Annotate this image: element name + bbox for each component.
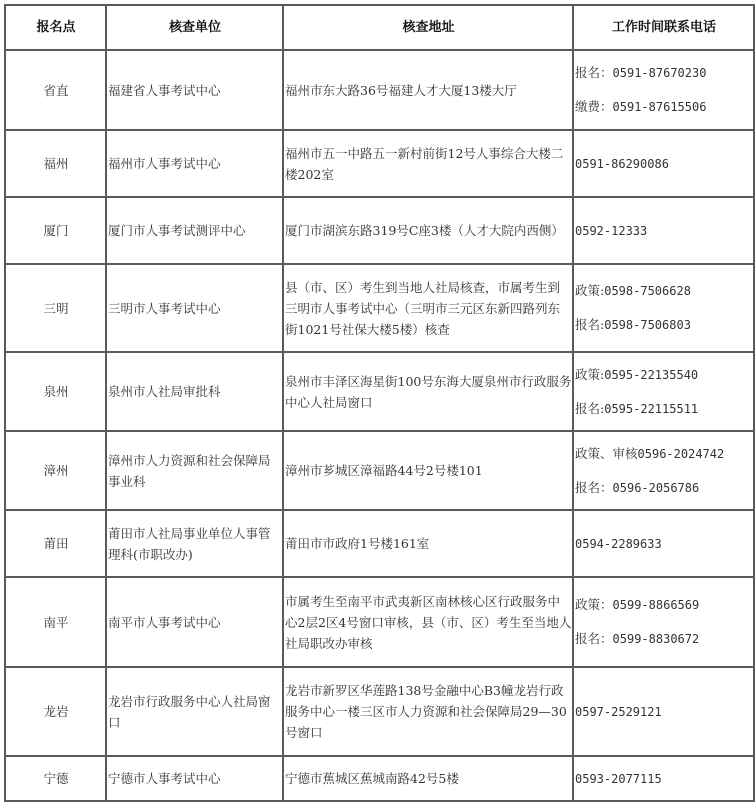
verification-address: 宁德市蕉城区蕉城南路42号5楼	[283, 756, 573, 801]
phone-line	[575, 220, 753, 242]
registration-site: 福州	[5, 130, 106, 197]
phone-number: 0594-2289633	[575, 536, 662, 551]
verification-unit: 龙岩市行政服务中心人社局窗口	[106, 667, 283, 756]
verification-unit: 泉州市人社局审批科	[106, 352, 283, 431]
phone-line	[575, 314, 753, 336]
phone-line	[575, 153, 753, 175]
phone-number: 0591-87615506	[612, 100, 707, 114]
registration-site: 宁德	[5, 756, 106, 801]
table-row	[5, 352, 754, 431]
phone-label: 政策:	[575, 283, 605, 298]
table-row	[5, 756, 754, 801]
verification-unit: 三明市人事考试中心	[106, 264, 283, 352]
verification-address: 福州市五一中路五一新村前街12号人事综合大楼二楼202室	[283, 130, 573, 197]
contact-phone-cell	[573, 352, 754, 431]
phone-number: 0598-7506628	[604, 284, 691, 298]
header-registration-site: 报名点	[5, 5, 106, 50]
table-row	[5, 510, 754, 577]
phone-number: 0598-7506803	[604, 318, 691, 332]
table-header-row	[5, 5, 754, 50]
phone-label: 政策：	[575, 597, 613, 612]
registration-site: 龙岩	[5, 667, 106, 756]
phone-number: 0597-2529121	[575, 704, 662, 719]
verification-unit: 厦门市人事考试测评中心	[106, 197, 283, 264]
table-row	[5, 431, 754, 510]
verification-address: 泉州市丰泽区海星街100号东海大厦泉州市行政服务中心人社局窗口	[283, 352, 573, 431]
phone-number: 0599-8830672	[612, 632, 700, 646]
verification-unit: 福建省人事考试中心	[106, 50, 283, 130]
verification-address: 莆田市市政府1号楼161室	[283, 510, 573, 577]
phone-line	[575, 628, 753, 650]
phone-number: 0592-12333	[575, 223, 648, 238]
verification-sites-table	[4, 4, 755, 802]
table-row	[5, 667, 754, 756]
verification-address: 厦门市湖滨东路319号C座3楼（人才大院内西侧）	[283, 197, 573, 264]
table-row	[5, 130, 754, 197]
verification-address: 县（市、区）考生到当地人社局核查，市属考生到三明市人事考试中心（三明市三元区东新四路列东街1021号社保大楼5楼）核查	[283, 264, 573, 352]
verification-address: 漳州市芗城区漳福路44号2号楼101	[283, 431, 573, 510]
verification-unit: 福州市人事考试中心	[106, 130, 283, 197]
table-row	[5, 264, 754, 352]
phone-line	[575, 280, 753, 302]
phone-line	[575, 701, 753, 723]
phone-number: 0595-22135540	[604, 367, 699, 382]
phone-label: 政策:	[575, 366, 605, 382]
phone-label: 政策、审核	[575, 445, 638, 461]
phone-line	[575, 398, 753, 420]
registration-site: 厦门	[5, 197, 106, 264]
contact-phone-cell	[573, 510, 754, 577]
registration-site: 漳州	[5, 431, 106, 510]
verification-unit: 宁德市人事考试中心	[106, 756, 283, 801]
verification-address: 市属考生至南平市武夷新区南林核心区行政服务中心2层2区4号窗口审核，县（市、区）考生至当地人社局职改办审核	[283, 577, 573, 667]
verification-unit: 漳州市人力资源和社会保障局事业科	[106, 431, 283, 510]
phone-line	[575, 533, 753, 555]
verification-address: 福州市东大路36号福建人才大厦13楼大厅	[283, 50, 573, 130]
phone-line	[575, 96, 753, 118]
table-row	[5, 50, 754, 130]
phone-line	[575, 364, 753, 386]
contact-phone-cell	[573, 431, 754, 510]
verification-address: 龙岩市新罗区华莲路138号金融中心B3幢龙岩行政服务中心一楼三区市人力资源和社会保障局29—30号窗口	[283, 667, 573, 756]
phone-line	[575, 768, 753, 790]
table-row	[5, 577, 754, 667]
registration-site: 莆田	[5, 510, 106, 577]
contact-phone-cell	[573, 197, 754, 264]
registration-site: 三明	[5, 264, 106, 352]
header-verification-address: 核查地址	[283, 5, 573, 50]
contact-phone-cell	[573, 264, 754, 352]
phone-number: 0599-8866569	[612, 598, 700, 612]
phone-line	[575, 594, 753, 616]
contact-phone-cell	[573, 130, 754, 197]
registration-site: 南平	[5, 577, 106, 667]
contact-phone-cell	[573, 667, 754, 756]
header-verification-unit: 核查单位	[106, 5, 283, 50]
table-row	[5, 197, 754, 264]
phone-label: 报名:	[575, 317, 605, 332]
phone-number: 0596-2056786	[612, 480, 700, 495]
phone-label: 报名：	[575, 479, 613, 495]
phone-line	[575, 477, 753, 499]
header-contact-phone: 工作时间联系电话	[573, 5, 754, 50]
registration-site: 省直	[5, 50, 106, 130]
phone-line	[575, 62, 753, 84]
phone-line	[575, 443, 753, 465]
phone-label: 报名：	[575, 65, 613, 80]
contact-phone-cell	[573, 50, 754, 130]
phone-label: 报名:	[575, 400, 605, 416]
verification-unit: 南平市人事考试中心	[106, 577, 283, 667]
phone-number: 0591-87670230	[612, 66, 707, 80]
phone-number: 0593-2077115	[575, 771, 662, 786]
phone-label: 缴费：	[575, 99, 613, 114]
phone-number: 0591-86290086	[575, 156, 669, 171]
contact-phone-cell	[573, 756, 754, 801]
phone-label: 报名：	[575, 631, 613, 646]
phone-number: 0596-2024742	[637, 446, 725, 461]
contact-phone-cell	[573, 577, 754, 667]
registration-site: 泉州	[5, 352, 106, 431]
verification-unit: 莆田市人社局事业单位人事管理科(市职改办)	[106, 510, 283, 577]
phone-number: 0595-22115511	[604, 401, 699, 416]
